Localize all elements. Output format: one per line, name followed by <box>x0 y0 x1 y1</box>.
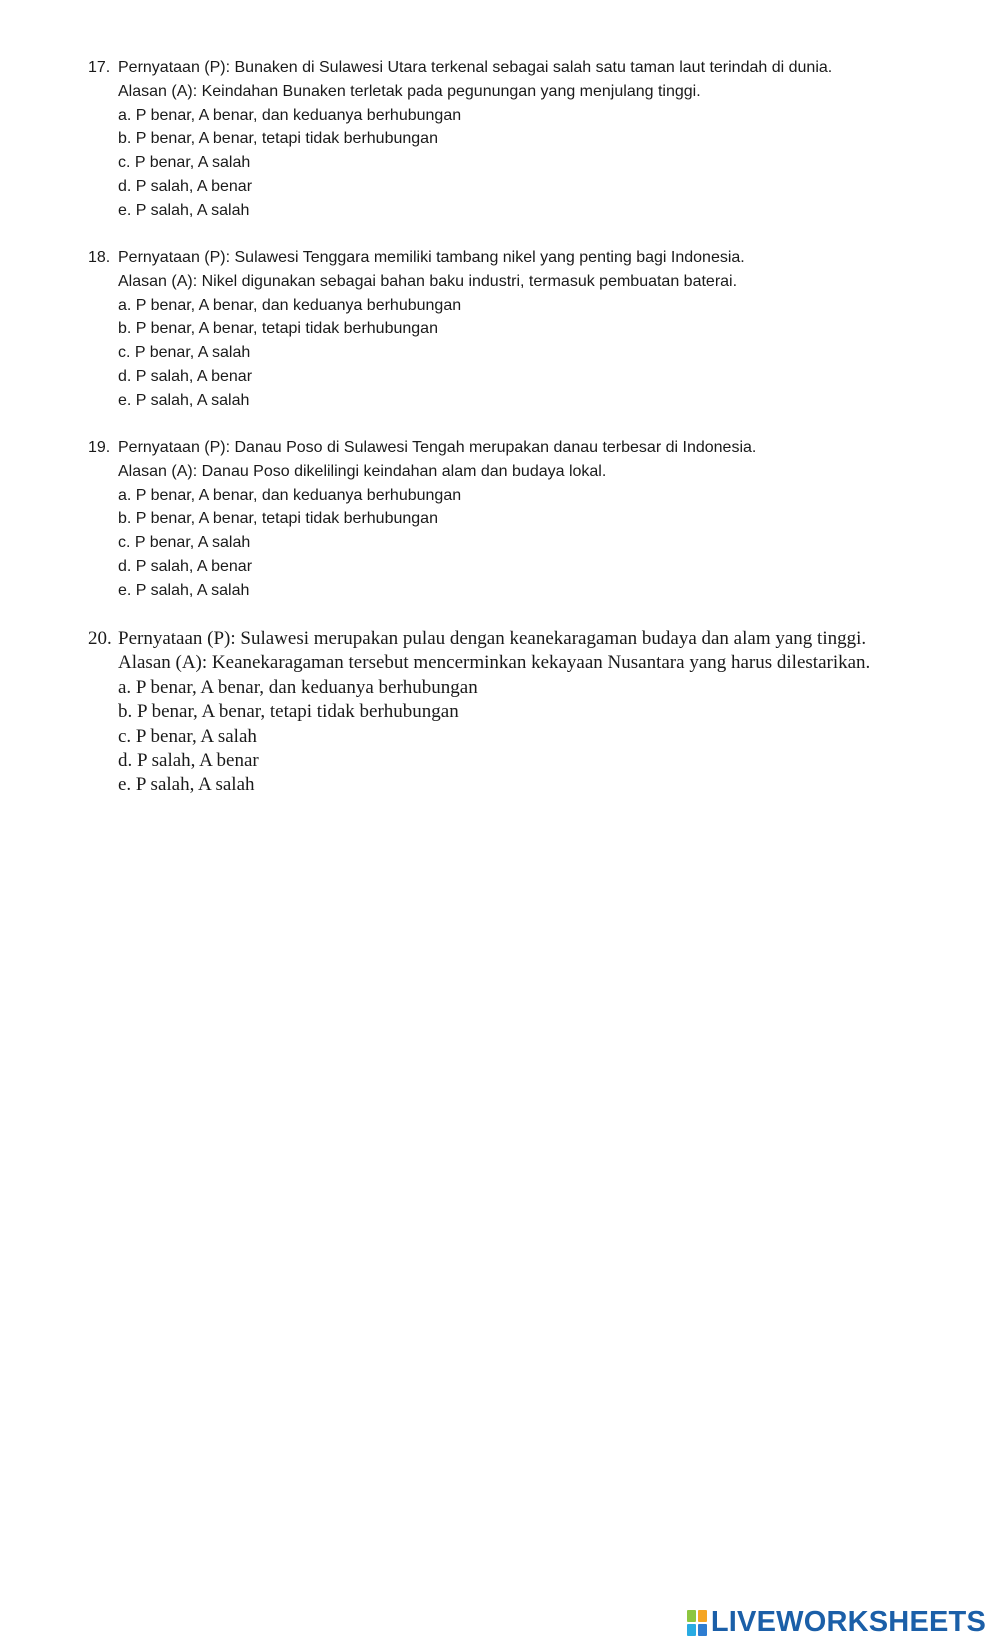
question-number: 19. <box>88 439 111 456</box>
question-19 <box>88 436 968 603</box>
option-e[interactable]: e. P salah, A salah <box>118 201 250 219</box>
option-b[interactable]: b. P benar, A benar, tetapi tidak berhubungan <box>118 130 438 148</box>
question-statement: Pernyataan (P): Danau Poso di Sulawesi Tengah merupakan danau terbesar di Indonesia. <box>118 439 757 456</box>
option-d[interactable]: d. P salah, A benar <box>118 367 253 385</box>
option-c[interactable]: c. P benar, A salah <box>118 534 251 552</box>
question-statement: Pernyataan (P): Sulawesi merupakan pulau dengan keanekaragaman budaya dan alam yang tinggi. <box>118 628 867 649</box>
option-b[interactable]: b. P benar, A benar, tetapi tidak berhubungan <box>118 701 459 723</box>
question-reason: Alasan (A): Keanekaragaman tersebut mencerminkan kekayaan Nusantara yang harus dilestarikan. <box>118 652 871 674</box>
option-b[interactable]: b. P benar, A benar, tetapi tidak berhubungan <box>118 510 438 528</box>
logo-square-i <box>698 1610 707 1622</box>
question-reason: Alasan (A): Danau Poso dikelilingi keindahan alam dan budaya lokal. <box>118 462 607 480</box>
logo-square-v <box>687 1624 696 1636</box>
liveworksheets-watermark <box>687 1608 986 1637</box>
question-statement: Pernyataan (P): Sulawesi Tenggara memiliki tambang nikel yang penting bagi Indonesia. <box>118 249 745 266</box>
option-d[interactable]: d. P salah, A benar <box>118 177 253 195</box>
question-number: 17. <box>88 59 111 76</box>
question-17 <box>88 56 968 223</box>
logo-square-l <box>687 1610 696 1622</box>
option-e[interactable]: e. P salah, A salah <box>118 581 250 599</box>
option-c[interactable]: c. P benar, A salah <box>118 344 251 362</box>
option-b[interactable]: b. P benar, A benar, tetapi tidak berhubungan <box>118 320 438 338</box>
logo-square-e <box>698 1624 707 1636</box>
question-reason: Alasan (A): Nikel digunakan sebagai bahan baku industri, termasuk pembuatan baterai. <box>118 272 738 290</box>
question-statement: Pernyataan (P): Bunaken di Sulawesi Utara terkenal sebagai salah satu taman laut terindah di dunia. <box>118 59 833 76</box>
option-e[interactable]: e. P salah, A salah <box>118 391 250 409</box>
question-number: 18. <box>88 249 111 266</box>
question-18 <box>88 246 968 413</box>
option-a[interactable]: a. P benar, A benar, dan keduanya berhubungan <box>118 486 462 504</box>
option-a[interactable]: a. P benar, A benar, dan keduanya berhubungan <box>118 676 478 698</box>
liveworksheets-wordmark: LIVEWORKSHEETS <box>710 1606 986 1638</box>
option-e[interactable]: e. P salah, A salah <box>118 774 255 796</box>
option-c[interactable]: c. P benar, A salah <box>118 725 257 747</box>
option-d[interactable]: d. P salah, A benar <box>118 557 253 575</box>
question-20 <box>88 627 968 798</box>
question-number: 20. <box>88 628 112 649</box>
option-a[interactable]: a. P benar, A benar, dan keduanya berhubungan <box>118 296 462 314</box>
question-reason: Alasan (A): Keindahan Bunaken terletak pada pegunungan yang menjulang tinggi. <box>118 82 701 100</box>
option-a[interactable]: a. P benar, A benar, dan keduanya berhubungan <box>118 106 462 124</box>
option-d[interactable]: d. P salah, A benar <box>118 750 259 772</box>
option-c[interactable]: c. P benar, A salah <box>118 154 251 172</box>
liveworksheets-logo-icon <box>687 1610 707 1636</box>
